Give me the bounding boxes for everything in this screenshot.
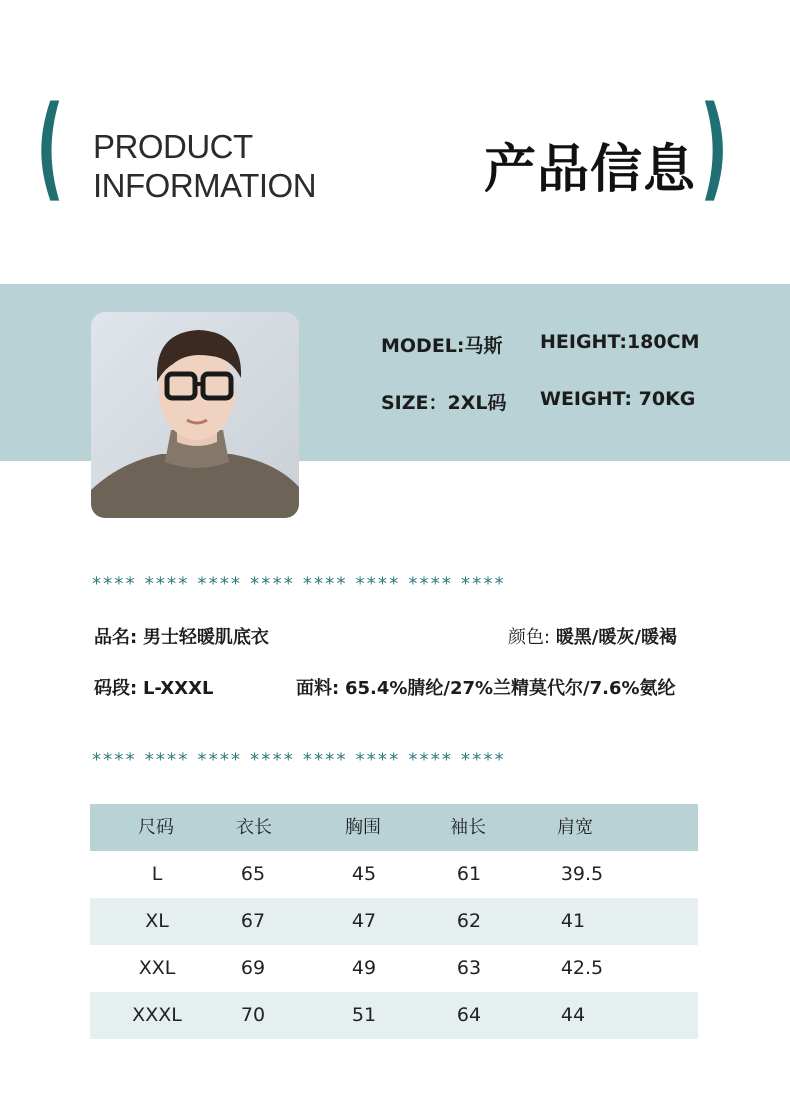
cell-length: 67 bbox=[240, 910, 266, 932]
product-color-value: 暖黑/暖灰/暖褐 bbox=[555, 627, 677, 648]
cell-chest: 47 bbox=[351, 910, 377, 932]
cell-length: 69 bbox=[240, 957, 266, 979]
product-name-row bbox=[94, 623, 269, 649]
model-portrait-icon bbox=[91, 312, 299, 518]
table-row bbox=[90, 945, 698, 992]
cell-sleeve: 62 bbox=[456, 910, 482, 932]
product-fabric-label: 面料: bbox=[296, 678, 340, 699]
table-row bbox=[90, 851, 698, 898]
product-fabric-row bbox=[296, 674, 676, 700]
star-divider-bottom: ⁎⁎⁎⁎ ⁎⁎⁎⁎ ⁎⁎⁎⁎ ⁎⁎⁎⁎ ⁎⁎⁎⁎ ⁎⁎⁎⁎ ⁎⁎⁎⁎ ⁎⁎⁎⁎ bbox=[92, 744, 506, 765]
right-paren-decoration: ) bbox=[700, 83, 729, 213]
cell-size: XXL bbox=[138, 957, 176, 979]
product-name-label: 品名: bbox=[94, 627, 138, 648]
cell-sleeve: 63 bbox=[456, 957, 482, 979]
header-cell-size: 尺码 bbox=[138, 817, 174, 838]
cell-sleeve: 64 bbox=[456, 1004, 482, 1026]
left-paren-decoration: ( bbox=[36, 83, 65, 213]
model-size: SIZE：2XL码 bbox=[381, 392, 507, 414]
star-divider-top: ⁎⁎⁎⁎ ⁎⁎⁎⁎ ⁎⁎⁎⁎ ⁎⁎⁎⁎ ⁎⁎⁎⁎ ⁎⁎⁎⁎ ⁎⁎⁎⁎ ⁎⁎⁎⁎ bbox=[92, 568, 506, 589]
model-weight: WEIGHT: 70KG bbox=[540, 388, 696, 410]
size-table-header bbox=[90, 804, 698, 851]
product-color-label: 颜色: bbox=[508, 627, 551, 648]
model-name: MODEL:马斯 bbox=[381, 335, 503, 357]
header-cell-shoulder: 肩宽 bbox=[557, 817, 593, 838]
cell-sleeve: 61 bbox=[456, 863, 482, 885]
header-cell-chest: 胸围 bbox=[345, 817, 381, 838]
product-size-label: 码段: bbox=[94, 678, 138, 699]
size-table bbox=[90, 804, 698, 1039]
cell-shoulder: 44 bbox=[560, 1004, 586, 1026]
header-cell-sleeve: 袖长 bbox=[450, 817, 486, 838]
product-fabric-value: 65.4%腈纶/27%兰精莫代尔/7.6%氨纶 bbox=[344, 678, 676, 699]
product-name-value: 男士轻暖肌底衣 bbox=[142, 627, 269, 648]
cell-chest: 49 bbox=[351, 957, 377, 979]
cell-chest: 51 bbox=[351, 1004, 377, 1026]
product-size-value: L-XXXL bbox=[142, 678, 214, 699]
chinese-title: 产品信息 bbox=[484, 140, 697, 200]
english-title-line2: INFORMATION bbox=[93, 167, 317, 204]
product-size-row bbox=[94, 674, 214, 700]
cell-size: XL bbox=[145, 910, 169, 932]
cell-length: 65 bbox=[240, 863, 266, 885]
english-title-line1: PRODUCT bbox=[93, 128, 253, 165]
model-height: HEIGHT:180CM bbox=[540, 331, 700, 353]
cell-size: XXXL bbox=[132, 1004, 182, 1026]
english-title bbox=[93, 127, 316, 205]
cell-shoulder: 42.5 bbox=[560, 957, 604, 979]
model-photo bbox=[91, 312, 299, 518]
cell-length: 70 bbox=[240, 1004, 266, 1026]
table-row bbox=[90, 992, 698, 1039]
header-cell-length: 衣长 bbox=[236, 817, 272, 838]
table-row bbox=[90, 898, 698, 945]
cell-shoulder: 39.5 bbox=[560, 863, 604, 885]
cell-size: L bbox=[151, 863, 163, 885]
cell-shoulder: 41 bbox=[560, 910, 586, 932]
product-color-row bbox=[508, 623, 677, 649]
cell-chest: 45 bbox=[351, 863, 377, 885]
